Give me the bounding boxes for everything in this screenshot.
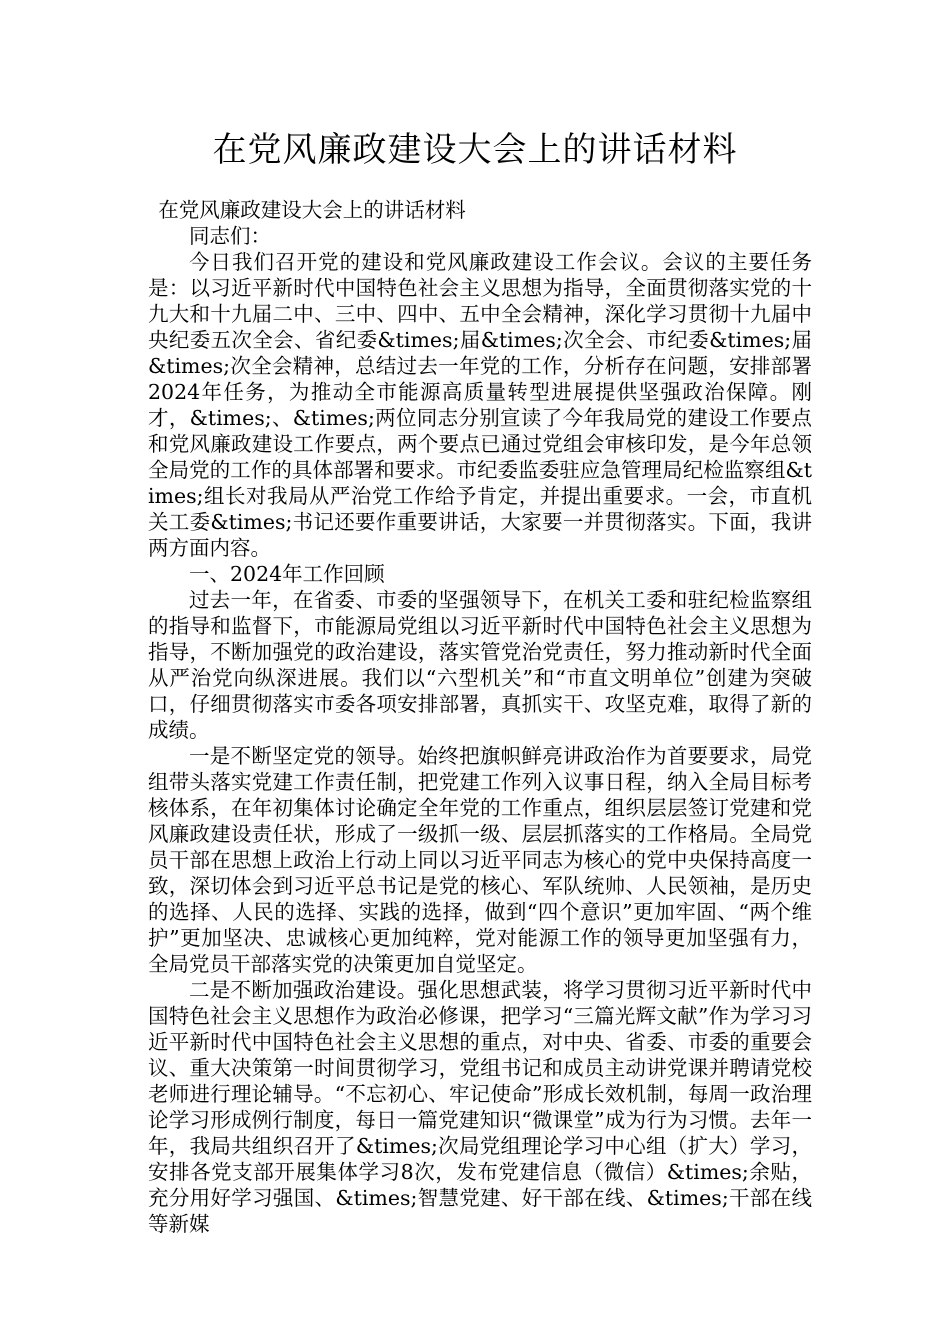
intro-paragraph: 今日我们召开党的建设和党风廉政建设工作会议。会议的主要任务是：以习近平新时代中国特色社会主义思想为指导，全面贯彻落实党的十九大和十九届二中、三中、四中、五中全会精神，深化学习贯彻十九届中央纪委五次全会、省纪委&times;届&times;次全会、市纪委&times;届&times;次全会精神，总结过去一年党的工作，分析存在问题，安排部署2024年任务，为推动全市能源高质量转型进展提供坚强政治保障。刚才，&times;、&times;两位同志分别宣读了今年我局党的建设工作要点和党风廉政建设工作要点，两个要点已通过党组会审核印发，是今年总领全局党的工作的具体部署和要求。市纪委监委驻应急管理局纪检监察组&times;组长对我局从严治党工作给予肯定，并提出重要求。一会，市直机关工委&times;书记还要作重要讲话，大家要一并贯彻落实。下面，我讲两方面内容。 [148,250,812,560]
document-title: 在党风廉政建设大会上的讲话材料 [212,130,738,170]
subtitle-paragraph: 在党风廉政建设大会上的讲话材料 [158,198,466,222]
leadership-paragraph: 一是不断坚定党的领导。始终把旗帜鲜亮讲政治作为首要要求，局党组带头落实党建工作责任制，把党建工作列入议事日程，纳入全局目标考核体系，在年初集体讨论确定全年党的工作重点，组织层层签订党建和党风廉政建设责任状，形成了一级抓一级、层层抓落实的工作格局。全局党员干部在思想上政治上行动上同以习近平同志为核心的党中央保持高度一致，深切体会到习近平总书记是党的核心、军队统帅、人民领袖，是历史的选择、人民的选择、实践的选择，做到“四个意识”更加牢固、“两个维护”更加坚决、忠诚核心更加纯粹，党对能源工作的领导更加坚强有力，全局党员干部落实党的决策更加自觉坚定。 [148,744,812,976]
section-heading: 一、2024年工作回顾 [189,562,385,586]
review-paragraph: 过去一年，在省委、市委的坚强领导下，在机关工委和驻纪检监察组的指导和监督下，市能源局党组以习近平新时代中国特色社会主义思想为指导，不断加强党的政治建设，落实管党治党责任，努力推动新时代全面从严治党向纵深进展。我们以“六型机关”和“市直文明单位”创建为突破口，仔细贯彻落实市委各项安排部署，真抓实干、攻坚克难，取得了新的成绩。 [148,588,812,742]
document-body [148,197,812,1237]
salutation-paragraph: 同志们： [189,224,271,248]
political-building-paragraph: 二是不断加强政治建设。强化思想武装，将学习贯彻习近平新时代中国特色社会主义思想作为政治必修课，把学习“三篇光辉文献”作为学习习近平新时代中国特色社会主义思想的重点，对中央、省委、市委的重要会议、重大决策第一时间贯彻学习，党组书记和成员主动讲党课并聘请党校老师进行理论辅导。“不忘初心、牢记使命”形成长效机制，每周一政治理论学习形成例行制度，每日一篇党建知识“微课堂”成为行为习惯。去年一年，我局共组织召开了&times;次局党组理论学习中心组（扩大）学习，安排各党支部开展集体学习8次，发布党建信息（微信）&times;余贴，充分用好学习强国、&times;智慧党建、好干部在线、&times;干部在线等新媒 [148,978,812,1236]
